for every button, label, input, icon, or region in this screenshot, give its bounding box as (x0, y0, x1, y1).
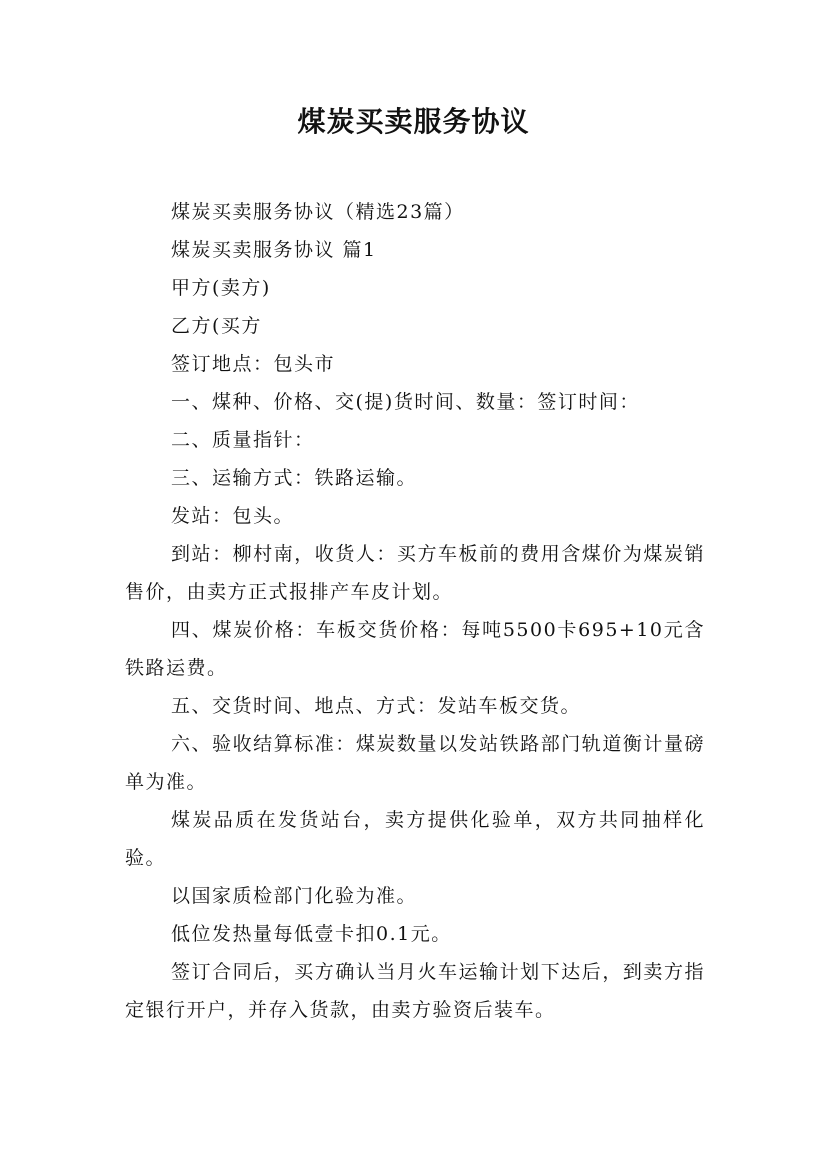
paragraph: 以国家质检部门化验为准。 (171, 885, 418, 907)
paragraph: 签订地点：包头市 (171, 353, 336, 375)
paragraph: 到站：柳村南，收货人：买方车板前的费用含煤价为煤炭销售价，由卖方正式报排产车皮计划。 (125, 543, 705, 603)
paragraph: 甲方(卖方) (171, 277, 271, 299)
paragraph: 发站：包头。 (171, 505, 295, 527)
paragraph: 煤炭买卖服务协议 篇1 (171, 239, 377, 261)
paragraph: 煤炭买卖服务协议（精选23篇） (171, 201, 465, 223)
paragraph: 六、验收结算标准：煤炭数量以发站铁路部门轨道衡计量磅单为准。 (125, 733, 705, 793)
paragraph: 乙方(买方 (171, 315, 262, 337)
paragraph: 五、交货时间、地点、方式：发站车板交货。 (171, 695, 582, 717)
document-body (125, 193, 705, 1029)
paragraph: 四、煤炭价格：车板交货价格：每吨5500卡695+10元含铁路运费。 (125, 619, 705, 679)
paragraph: 签订合同后，买方确认当月火车运输计划下达后，到卖方指定银行开户，并存入货款，由卖方验资后装车。 (125, 961, 705, 1021)
paragraph: 煤炭品质在发货站台，卖方提供化验单，双方共同抽样化验。 (125, 809, 705, 869)
paragraph: 低位发热量每低壹卡扣0.1元。 (171, 923, 452, 945)
document-title: 煤炭买卖服务协议 (297, 105, 530, 138)
paragraph: 一、煤种、价格、交(提)货时间、数量：签订时间： (171, 391, 640, 413)
paragraph: 二、质量指针： (171, 429, 315, 451)
paragraph: 三、运输方式：铁路运输。 (171, 467, 418, 489)
